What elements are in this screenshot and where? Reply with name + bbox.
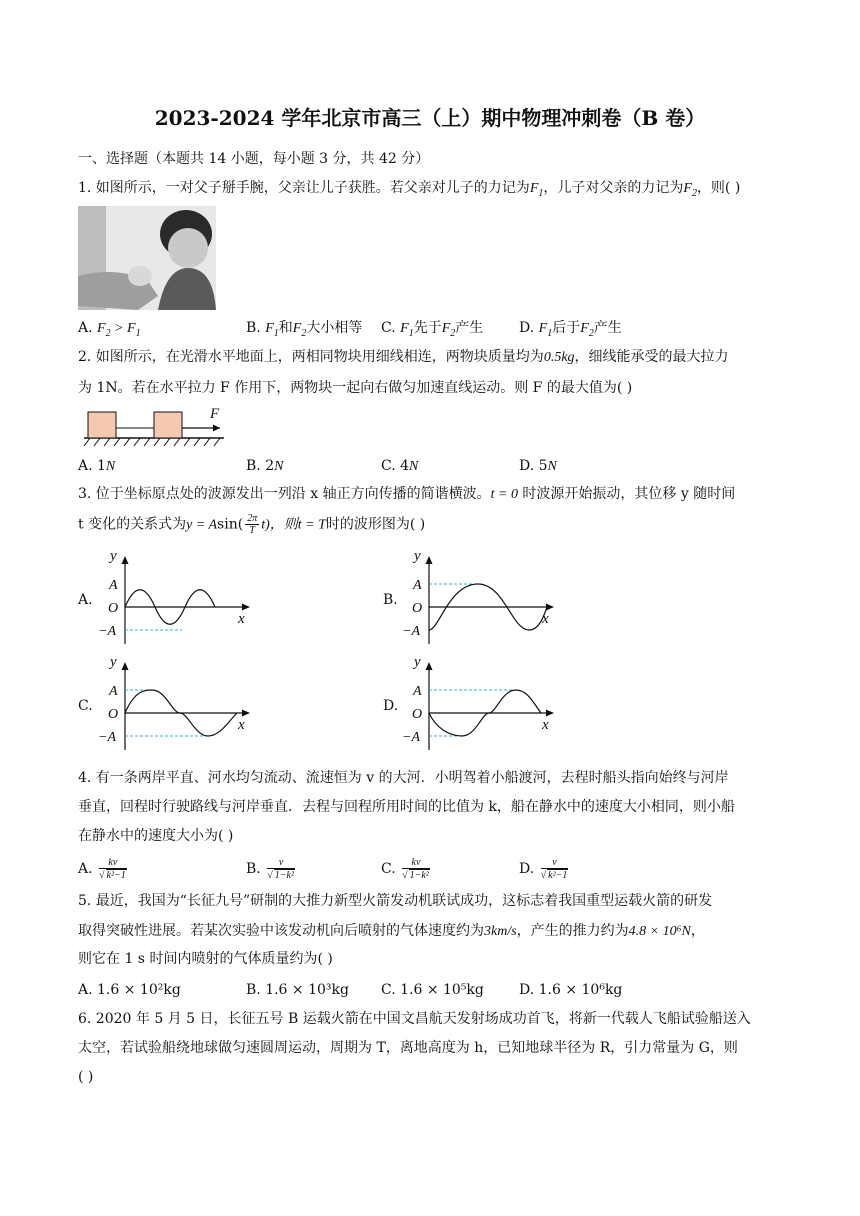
q1-stem: 1. 如图所示，一对父子掰手腕，父亲让儿子获胜。若父亲对儿子的力记为$F_1$，儿子对父亲的力记为$F_2$，则( ) bbox=[78, 180, 741, 199]
negative-amplitude-label: −A bbox=[402, 624, 420, 639]
origin-label: O bbox=[108, 707, 119, 722]
q5-stem-line1: 5. 最近，我国为“长征九号”研制的大推力新型火箭发动机联试成功，这标志着我国重型运载火箭的研发 bbox=[78, 893, 713, 909]
amplitude-label: A bbox=[413, 578, 422, 593]
q5-stem-line2: 取得突破性进展。若某次实验中该发动机向后喷射的气体速度约为3km/s，产生的推力约为4.8 × 10⁶N， bbox=[78, 923, 705, 939]
block-right bbox=[154, 412, 182, 438]
negative-amplitude-label: −A bbox=[98, 730, 116, 745]
q3-graph-b bbox=[404, 546, 564, 648]
q2-option-c: C. 4N bbox=[381, 458, 419, 474]
q6-stem-line2: 太空，若试验船绕地球做匀速圆周运动，周期为 T，离地高度为 h，已知地球半径为 R，引力常量为 G，则 bbox=[78, 1040, 738, 1056]
y-axis-label: y bbox=[414, 548, 421, 564]
amplitude-label: A bbox=[109, 578, 118, 593]
q5-option-c: C. 1.6 × 10⁵kg bbox=[381, 982, 484, 998]
q3-graph-d bbox=[404, 652, 564, 754]
origin-label: O bbox=[108, 601, 119, 616]
q3-graph-a bbox=[100, 546, 260, 648]
force-arrow bbox=[213, 425, 220, 432]
q1-option-a: A. $F_2 > F_1$ bbox=[78, 320, 141, 339]
q1-option-b: B. $F_1$和$F_2$大小相等 bbox=[246, 320, 363, 339]
x-axis-label: x bbox=[542, 717, 549, 733]
x-axis-label: x bbox=[238, 717, 245, 733]
amplitude-label: A bbox=[109, 684, 118, 699]
q3-option-b-label: B. bbox=[383, 592, 398, 608]
q4-option-b: B. $\frac{v}{\text{√ 1−k²}}$ bbox=[246, 857, 294, 881]
q5-option-a: A. 1.6 × 10²kg bbox=[78, 982, 181, 998]
q4-option-c: C. $\frac{kv}{\text{√ 1−k²}}$ bbox=[381, 857, 429, 881]
q3-option-d-label: D. bbox=[383, 698, 399, 714]
y-axis-label: y bbox=[110, 654, 117, 670]
q5-option-d: D. 1.6 × 10⁶kg bbox=[519, 982, 623, 998]
q4-option-d: D. $\frac{v}{\text{√ k²−1}}$ bbox=[519, 857, 568, 881]
amplitude-label: A bbox=[413, 684, 422, 699]
y-axis-label: y bbox=[414, 654, 421, 670]
q3-option-c-label: C. bbox=[78, 698, 93, 714]
q6-stem-line1: 6. 2020 年 5 月 5 日，长征五号 B 运载火箭在中国文昌航天发射场成功首飞，将新一代载人飞船试验船送入 bbox=[78, 1011, 751, 1027]
q4-stem-line1: 4. 有一条两岸平直、河水均匀流动、流速恒为 v 的大河．小明驾着小船渡河，去程时船头指向始终与河岸 bbox=[78, 770, 729, 786]
q2-option-d: D. 5N bbox=[519, 458, 557, 474]
negative-amplitude-label: −A bbox=[98, 624, 116, 639]
two-blocks-diagram bbox=[82, 404, 232, 450]
q2-option-a: A. 1N bbox=[78, 458, 116, 474]
q2-stem-line1: 2. 如图所示，在光滑水平地面上，两相同物块用细线相连，两物块质量均为0.5kg，细线能承受的最大拉力 bbox=[78, 349, 729, 365]
q3-stem-line2: t 变化的关系式为y = Asin( $\frac{2\pi}{T}$ t)，则t = T时的波形图为( ) bbox=[78, 513, 426, 536]
q1-option-c: C. $F_1$先于$F_2$产生 bbox=[381, 320, 484, 339]
y-axis-label: y bbox=[110, 548, 117, 564]
negative-amplitude-label: −A bbox=[402, 730, 420, 745]
q2-stem-line2: 为 1N。若在水平拉力 F 作用下，两物块一起向右做匀加速直线运动。则 F 的最大值为( ) bbox=[78, 380, 633, 396]
page-title: 2023-2024 学年北京市高三（上）期中物理冲刺卷（B 卷） bbox=[154, 106, 706, 130]
q4-option-a: A. $\frac{kv}{\text{√ k²−1}}$ bbox=[78, 857, 126, 881]
x-axis-label: x bbox=[238, 611, 245, 627]
q5-stem-line3: 则它在 1 s 时间内喷射的气体质量约为( ) bbox=[78, 951, 333, 967]
q4-stem-line3: 在静水中的速度大小为( ) bbox=[78, 828, 234, 844]
q1-option-d: D. $F_1$后于$F_2$产生 bbox=[519, 320, 622, 339]
q4-stem-line2: 垂直，回程时行驶路线与河岸垂直．去程与回程所用时间的比值为 k，船在静水中的速度大小相同，则小船 bbox=[78, 799, 735, 815]
block-left bbox=[88, 412, 116, 438]
q3-stem-line1: 3. 位于坐标原点处的波源发出一列沿 x 轴正方向传播的简谐横波。t = 0 时波源开始振动，其位移 y 随时间 bbox=[78, 486, 736, 502]
force-label: F bbox=[210, 406, 220, 422]
q3-option-a-label: A. bbox=[78, 592, 93, 608]
section-heading: 一、选择题（本题共 14 小题，每小题 3 分，共 42 分） bbox=[78, 151, 430, 167]
origin-label: O bbox=[412, 601, 423, 616]
origin-label: O bbox=[412, 707, 423, 722]
q2-option-b: B. 2N bbox=[246, 458, 284, 474]
x-axis-label: x bbox=[542, 611, 549, 627]
arm-wrestling-photo bbox=[78, 206, 216, 310]
q5-option-b: B. 1.6 × 10³kg bbox=[246, 982, 349, 998]
q3-graph-c bbox=[100, 652, 260, 754]
q6-stem-line3: ( ) bbox=[78, 1069, 94, 1085]
